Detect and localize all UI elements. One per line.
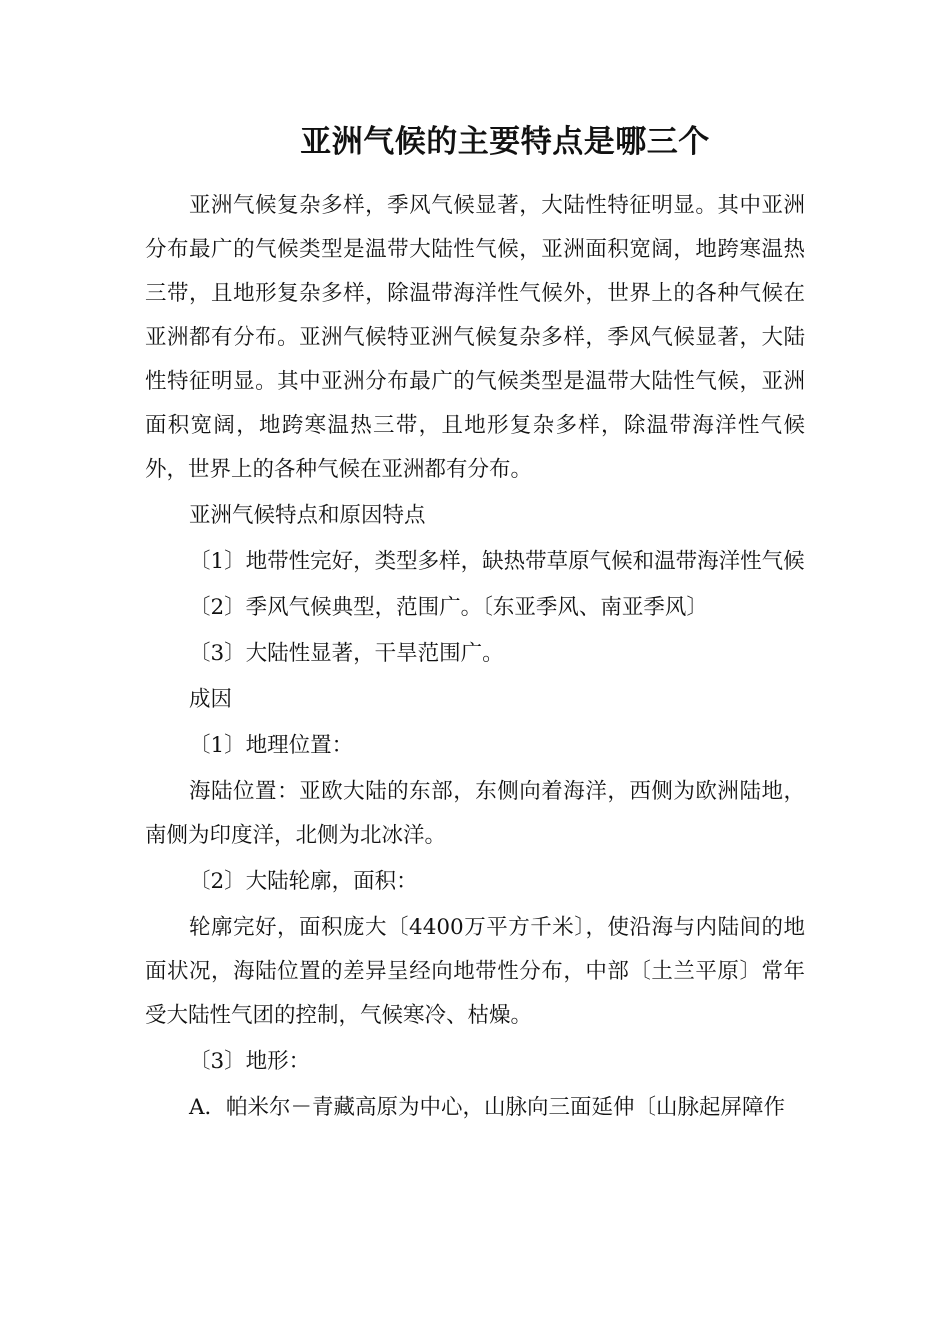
document-body (145, 184, 805, 1130)
paragraph-section-heading: 亚洲气候特点和原因特点 (189, 503, 426, 528)
paragraph-cause-3-text: A．帕米尔－青藏高原为中心，山脉向三面延伸〔山脉起屏障作 (189, 1095, 786, 1120)
paragraph-feature-1: 〔1〕地带性完好，类型多样，缺热带草原气候和温带海洋性气候 (189, 549, 805, 574)
paragraph-cause-2-text: 轮廓完好，面积庞大〔4400万平方千米〕，使沿海与内陆间的地面状况，海陆位置的差异呈经向地带性分布，中部〔土兰平原〕常年受大陆性气团的控制，气候寒冷、枯燥。 (145, 915, 805, 1028)
document-title: 亚洲气候的主要特点是哪三个 (300, 124, 710, 160)
paragraph-feature-3: 〔3〕大陆性显著，干旱范围广。 (189, 641, 504, 666)
paragraph-causes-heading: 成因 (189, 687, 233, 712)
paragraph-feature-2: 〔2〕季风气候典型，范围广。〔东亚季风、南亚季风〕 (189, 595, 708, 620)
paragraph-intro: 亚洲气候复杂多样，季风气候显著，大陆性特征明显。其中亚洲分布最广的气候类型是温带大陆性气候，亚洲面积宽阔，地跨寒温热三带，且地形复杂多样，除温带海洋性气候外，世界上的各种气候在亚洲都有分布。亚洲气候特亚洲气候复杂多样，季风气候显著，大陆性特征明显。其中亚洲分布最广的气候类型是温带大陆性气候，亚洲面积宽阔，地跨寒温热三带，且地形复杂多样，除温带海洋性气候外，世界上的各种气候在亚洲都有分布。 (145, 193, 805, 482)
paragraph-cause-1-heading: 〔1〕地理位置： (189, 733, 354, 758)
paragraph-cause-1-text: 海陆位置：亚欧大陆的东部，东侧向着海洋，西侧为欧洲陆地，南侧为印度洋，北侧为北冰洋。 (145, 779, 805, 848)
paragraph-cause-3-heading: 〔3〕地形： (189, 1049, 311, 1074)
paragraph-cause-2-heading: 〔2〕大陆轮廓，面积： (189, 869, 418, 894)
